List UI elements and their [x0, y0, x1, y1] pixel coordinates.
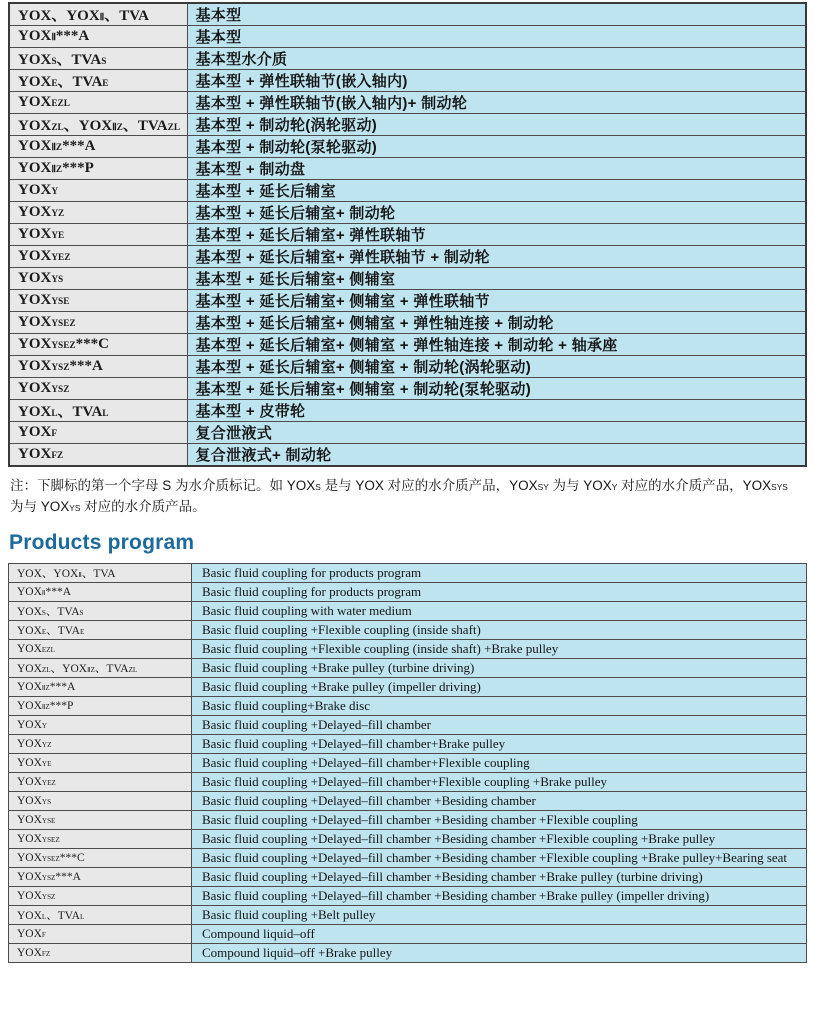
- subscript-text: YEZ: [41, 778, 56, 787]
- model-cell: YOXFZ: [9, 943, 192, 962]
- description-cell: 基本型 + 延长后辅室+ 弹性联轴节: [187, 224, 806, 246]
- model-cell: YOXS、TVAS: [9, 48, 187, 70]
- model-cell: YOXYSE: [9, 810, 192, 829]
- table-row: [9, 3, 806, 26]
- table-row: [9, 639, 807, 658]
- subscript-text: Y: [611, 482, 618, 492]
- model-cell: YOXYSE: [9, 290, 187, 312]
- model-cell: YOXL、TVAL: [9, 905, 192, 924]
- description-cell: 基本型水介质: [187, 48, 806, 70]
- subscript-text: E: [79, 627, 85, 636]
- subscript-text: YSZ: [41, 892, 56, 901]
- table-row: [9, 224, 806, 246]
- model-cell: YOXYS: [9, 791, 192, 810]
- table-row: [9, 715, 807, 734]
- description-cell: 基本型 + 弹性联轴节(嵌入轴内)+ 制动轮: [187, 92, 806, 114]
- table-row: [9, 114, 806, 136]
- table-row: [9, 158, 806, 180]
- model-cell: YOXS、TVAS: [9, 601, 192, 620]
- description-cell: 基本型 + 制动轮(涡轮驱动): [187, 114, 806, 136]
- subscript-text: EZL: [41, 645, 55, 654]
- description-cell: 复合泄液式: [187, 422, 806, 444]
- description-cell: 基本型 + 制动轮(泵轮驱动): [187, 136, 806, 158]
- model-cell: YOXYSEZ: [9, 829, 192, 848]
- model-cell: YOXYS: [9, 268, 187, 290]
- subscript-text: YZ: [51, 209, 65, 219]
- description-cell: Basic fluid coupling+Brake disc: [192, 696, 807, 715]
- model-cell: YOXYSEZ***C: [9, 848, 192, 867]
- table-row: [9, 180, 806, 202]
- description-cell: Basic fluid coupling +Delayed–fill chamber +Besiding chamber +Flexible coupling +Brake pulley: [192, 829, 807, 848]
- table-row: [9, 905, 807, 924]
- subscript-text: YSE: [51, 297, 70, 307]
- subscript-text: ⅡZ: [51, 165, 63, 175]
- model-cell: YOXⅡ***A: [9, 26, 187, 48]
- subscript-text: S: [41, 608, 46, 617]
- description-cell: Basic fluid coupling +Delayed–fill chamber: [192, 715, 807, 734]
- model-cell: YOXZL、YOXⅡZ、TVAZL: [9, 114, 187, 136]
- model-cell: YOXYE: [9, 224, 187, 246]
- description-cell: Basic fluid coupling +Flexible coupling (inside shaft): [192, 620, 807, 639]
- table-row: [9, 422, 806, 444]
- subscript-text: YSEZ: [51, 319, 76, 329]
- subscript-text: Y: [41, 721, 48, 730]
- description-cell: 基本型 + 延长后辅室+ 弹性联轴节 + 制动轮: [187, 246, 806, 268]
- models-table-english: [8, 563, 807, 963]
- description-cell: Basic fluid coupling +Delayed–fill chamber +Besiding chamber +Flexible coupling: [192, 810, 807, 829]
- description-cell: 复合泄液式+ 制动轮: [187, 444, 806, 467]
- table-row: [9, 563, 807, 582]
- table-row: [9, 848, 807, 867]
- description-cell: 基本型 + 延长后辅室+ 侧辅室 + 弹性轴连接 + 制动轮 + 轴承座: [187, 334, 806, 356]
- footnote-text: 注：下脚标的第一个字母 S 为水介质标记。如 YOXS 是与 YOX 对应的水介质产品，YOXSY 为与 YOXY 对应的水介质产品，YOXSYS 为与 YOXYS 对应的水介质产品。: [10, 478, 788, 514]
- subscript-text: Ⅱ: [78, 570, 82, 579]
- subscript-text: S: [79, 608, 84, 617]
- subscript-text: YE: [41, 759, 52, 768]
- table-row: [9, 734, 807, 753]
- subscript-text: YS: [69, 502, 81, 513]
- description-cell: Basic fluid coupling with water medium: [192, 601, 807, 620]
- model-cell: YOXYSZ: [9, 378, 187, 400]
- subscript-text: FZ: [51, 451, 64, 461]
- subscript-text: YSEZ: [41, 835, 60, 844]
- models-table-chinese: [8, 2, 807, 467]
- description-cell: Basic fluid coupling for products program: [192, 582, 807, 601]
- description-cell: Compound liquid–off: [192, 924, 807, 943]
- subscript-text: Ⅱ: [41, 588, 46, 597]
- table-row: [9, 70, 806, 92]
- table-row: [9, 246, 806, 268]
- description-cell: Basic fluid coupling +Delayed–fill chamber +Besiding chamber +Brake pulley (impeller driving): [192, 886, 807, 905]
- subscript-text: L: [102, 409, 109, 419]
- description-cell: 基本型 + 制动盘: [187, 158, 806, 180]
- subscript-text: ZL: [167, 123, 181, 133]
- table-row: [9, 867, 807, 886]
- subscript-text: YSE: [41, 816, 56, 825]
- subscript-text: S: [101, 57, 107, 67]
- model-cell: YOXYEZ: [9, 246, 187, 268]
- subscript-text: YZ: [41, 740, 52, 749]
- model-cell: YOXYZ: [9, 734, 192, 753]
- table-row: [9, 886, 807, 905]
- subscript-text: YEZ: [51, 253, 71, 263]
- subscript-text: Y: [51, 187, 59, 197]
- table-row: [9, 810, 807, 829]
- subscript-text: ⅡZ: [41, 702, 50, 711]
- model-cell: YOXⅡZ***A: [9, 136, 187, 158]
- table-row: [9, 620, 807, 639]
- subscript-text: E: [41, 627, 47, 636]
- subscript-text: ZL: [51, 123, 64, 133]
- description-cell: 基本型 + 延长后辅室+ 制动轮: [187, 202, 806, 224]
- model-cell: YOXYSEZ***C: [9, 334, 187, 356]
- model-cell: YOXYSZ: [9, 886, 192, 905]
- table-row: [9, 791, 807, 810]
- subscript-text: YS: [51, 275, 64, 285]
- model-cell: YOXⅡZ***A: [9, 677, 192, 696]
- model-cell: YOX、YOXⅡ、TVA: [9, 563, 192, 582]
- model-cell: YOXEZL: [9, 639, 192, 658]
- table-row: [9, 753, 807, 772]
- description-cell: Basic fluid coupling +Belt pulley: [192, 905, 807, 924]
- model-cell: YOXY: [9, 180, 187, 202]
- models-table-english-body: [9, 563, 807, 962]
- subscript-text: SY: [537, 482, 549, 492]
- section-heading: Products program: [9, 530, 195, 554]
- subscript-text: L: [51, 409, 58, 419]
- table-row: [9, 943, 807, 962]
- subscript-text: YSZ: [41, 873, 56, 882]
- model-cell: YOXF: [9, 924, 192, 943]
- subscript-text: L: [41, 912, 47, 921]
- model-cell: YOXFZ: [9, 444, 187, 467]
- model-cell: YOXYSZ***A: [9, 356, 187, 378]
- table-row: [9, 48, 806, 70]
- description-cell: 基本型 + 延长后辅室+ 侧辅室 + 制动轮(泵轮驱动): [187, 378, 806, 400]
- table-row: [9, 268, 806, 290]
- table-row: [9, 312, 806, 334]
- description-cell: Basic fluid coupling +Brake pulley (impeller driving): [192, 677, 807, 696]
- subscript-text: Ⅱ: [51, 33, 56, 43]
- model-cell: YOXYE: [9, 753, 192, 772]
- description-cell: Basic fluid coupling +Delayed–fill chamber +Besiding chamber +Flexible coupling +Brake pulley+Bearing seat: [192, 848, 807, 867]
- subscript-text: ⅡZ: [87, 665, 95, 674]
- description-cell: 基本型 + 延长后辅室+ 侧辅室 + 弹性联轴节: [187, 290, 806, 312]
- table-row: [9, 696, 807, 715]
- table-row: [9, 356, 806, 378]
- description-cell: Basic fluid coupling +Delayed–fill chamber +Besiding chamber +Brake pulley (turbine driving): [192, 867, 807, 886]
- subscript-text: ZL: [128, 665, 138, 674]
- model-cell: YOXⅡZ***P: [9, 158, 187, 180]
- model-cell: YOXYZ: [9, 202, 187, 224]
- table-row: [9, 26, 806, 48]
- model-cell: YOXL、TVAL: [9, 400, 187, 422]
- subscript-text: YSZ: [51, 385, 70, 395]
- description-cell: 基本型 + 延长后辅室: [187, 180, 806, 202]
- description-cell: Basic fluid coupling +Delayed–fill chamber+Flexible coupling: [192, 753, 807, 772]
- description-cell: Basic fluid coupling +Flexible coupling (inside shaft) +Brake pulley: [192, 639, 807, 658]
- table-row: [9, 378, 806, 400]
- subscript-text: YSEZ: [51, 341, 76, 351]
- description-cell: 基本型 + 弹性联轴节(嵌入轴内): [187, 70, 806, 92]
- table-row: [9, 658, 807, 677]
- description-cell: 基本型: [187, 26, 806, 48]
- table-row: [9, 582, 807, 601]
- subscript-text: YS: [41, 797, 52, 806]
- subscript-text: YE: [51, 231, 65, 241]
- description-cell: 基本型 + 延长后辅室+ 侧辅室 + 制动轮(涡轮驱动): [187, 356, 806, 378]
- model-cell: YOXYEZ: [9, 772, 192, 791]
- model-cell: YOXY: [9, 715, 192, 734]
- table-row: [9, 400, 806, 422]
- table-row: [9, 290, 806, 312]
- table-row: [9, 202, 806, 224]
- model-cell: YOXZL、YOXⅡZ、TVAZL: [9, 658, 192, 677]
- table-row: [9, 92, 806, 114]
- model-cell: YOXF: [9, 422, 187, 444]
- subscript-text: FZ: [41, 949, 51, 958]
- table-row: [9, 924, 807, 943]
- model-cell: YOX、YOXⅡ、TVA: [9, 3, 187, 26]
- description-cell: 基本型 + 延长后辅室+ 侧辅室: [187, 268, 806, 290]
- subscript-text: F: [51, 429, 58, 439]
- subscript-text: S: [315, 482, 321, 492]
- description-cell: Basic fluid coupling +Brake pulley (turbine driving): [192, 658, 807, 677]
- subscript-text: SYS: [771, 482, 788, 492]
- subscript-text: ZL: [41, 665, 51, 674]
- model-cell: YOXⅡZ***P: [9, 696, 192, 715]
- description-cell: Basic fluid coupling for products program: [192, 563, 807, 582]
- subscript-text: E: [102, 79, 109, 89]
- subscript-text: EZL: [51, 99, 70, 109]
- subscript-text: ⅡZ: [41, 683, 50, 692]
- model-cell: YOXE、TVAE: [9, 620, 192, 639]
- model-cell: YOXYSEZ: [9, 312, 187, 334]
- subscript-text: E: [51, 79, 58, 89]
- subscript-text: F: [41, 930, 46, 939]
- subscript-text: ⅡZ: [112, 123, 123, 133]
- description-cell: 基本型 + 延长后辅室+ 侧辅室 + 弹性轴连接 + 制动轮: [187, 312, 806, 334]
- subscript-text: S: [51, 57, 57, 67]
- table-row: [9, 444, 806, 467]
- description-cell: 基本型: [187, 3, 806, 26]
- model-cell: YOXⅡ***A: [9, 582, 192, 601]
- table-row: [9, 601, 807, 620]
- table-row: [9, 136, 806, 158]
- subscript-text: Ⅱ: [99, 13, 105, 23]
- model-cell: YOXEZL: [9, 92, 187, 114]
- table-row: [9, 334, 806, 356]
- models-table-chinese-body: [9, 3, 806, 466]
- description-cell: Basic fluid coupling +Delayed–fill chamber+Brake pulley: [192, 734, 807, 753]
- model-cell: YOXE、TVAE: [9, 70, 187, 92]
- subscript-text: YSEZ: [41, 854, 60, 863]
- description-cell: 基本型 + 皮带轮: [187, 400, 806, 422]
- description-cell: Basic fluid coupling +Delayed–fill chamber+Flexible coupling +Brake pulley: [192, 772, 807, 791]
- model-cell: YOXYSZ***A: [9, 867, 192, 886]
- description-cell: Compound liquid–off +Brake pulley: [192, 943, 807, 962]
- subscript-text: L: [79, 912, 85, 921]
- subscript-text: ⅡZ: [51, 143, 63, 153]
- description-cell: Basic fluid coupling +Delayed–fill chamber +Besiding chamber: [192, 791, 807, 810]
- table-row: [9, 677, 807, 696]
- subscript-text: YSZ: [51, 363, 70, 373]
- table-row: [9, 772, 807, 791]
- table-row: [9, 829, 807, 848]
